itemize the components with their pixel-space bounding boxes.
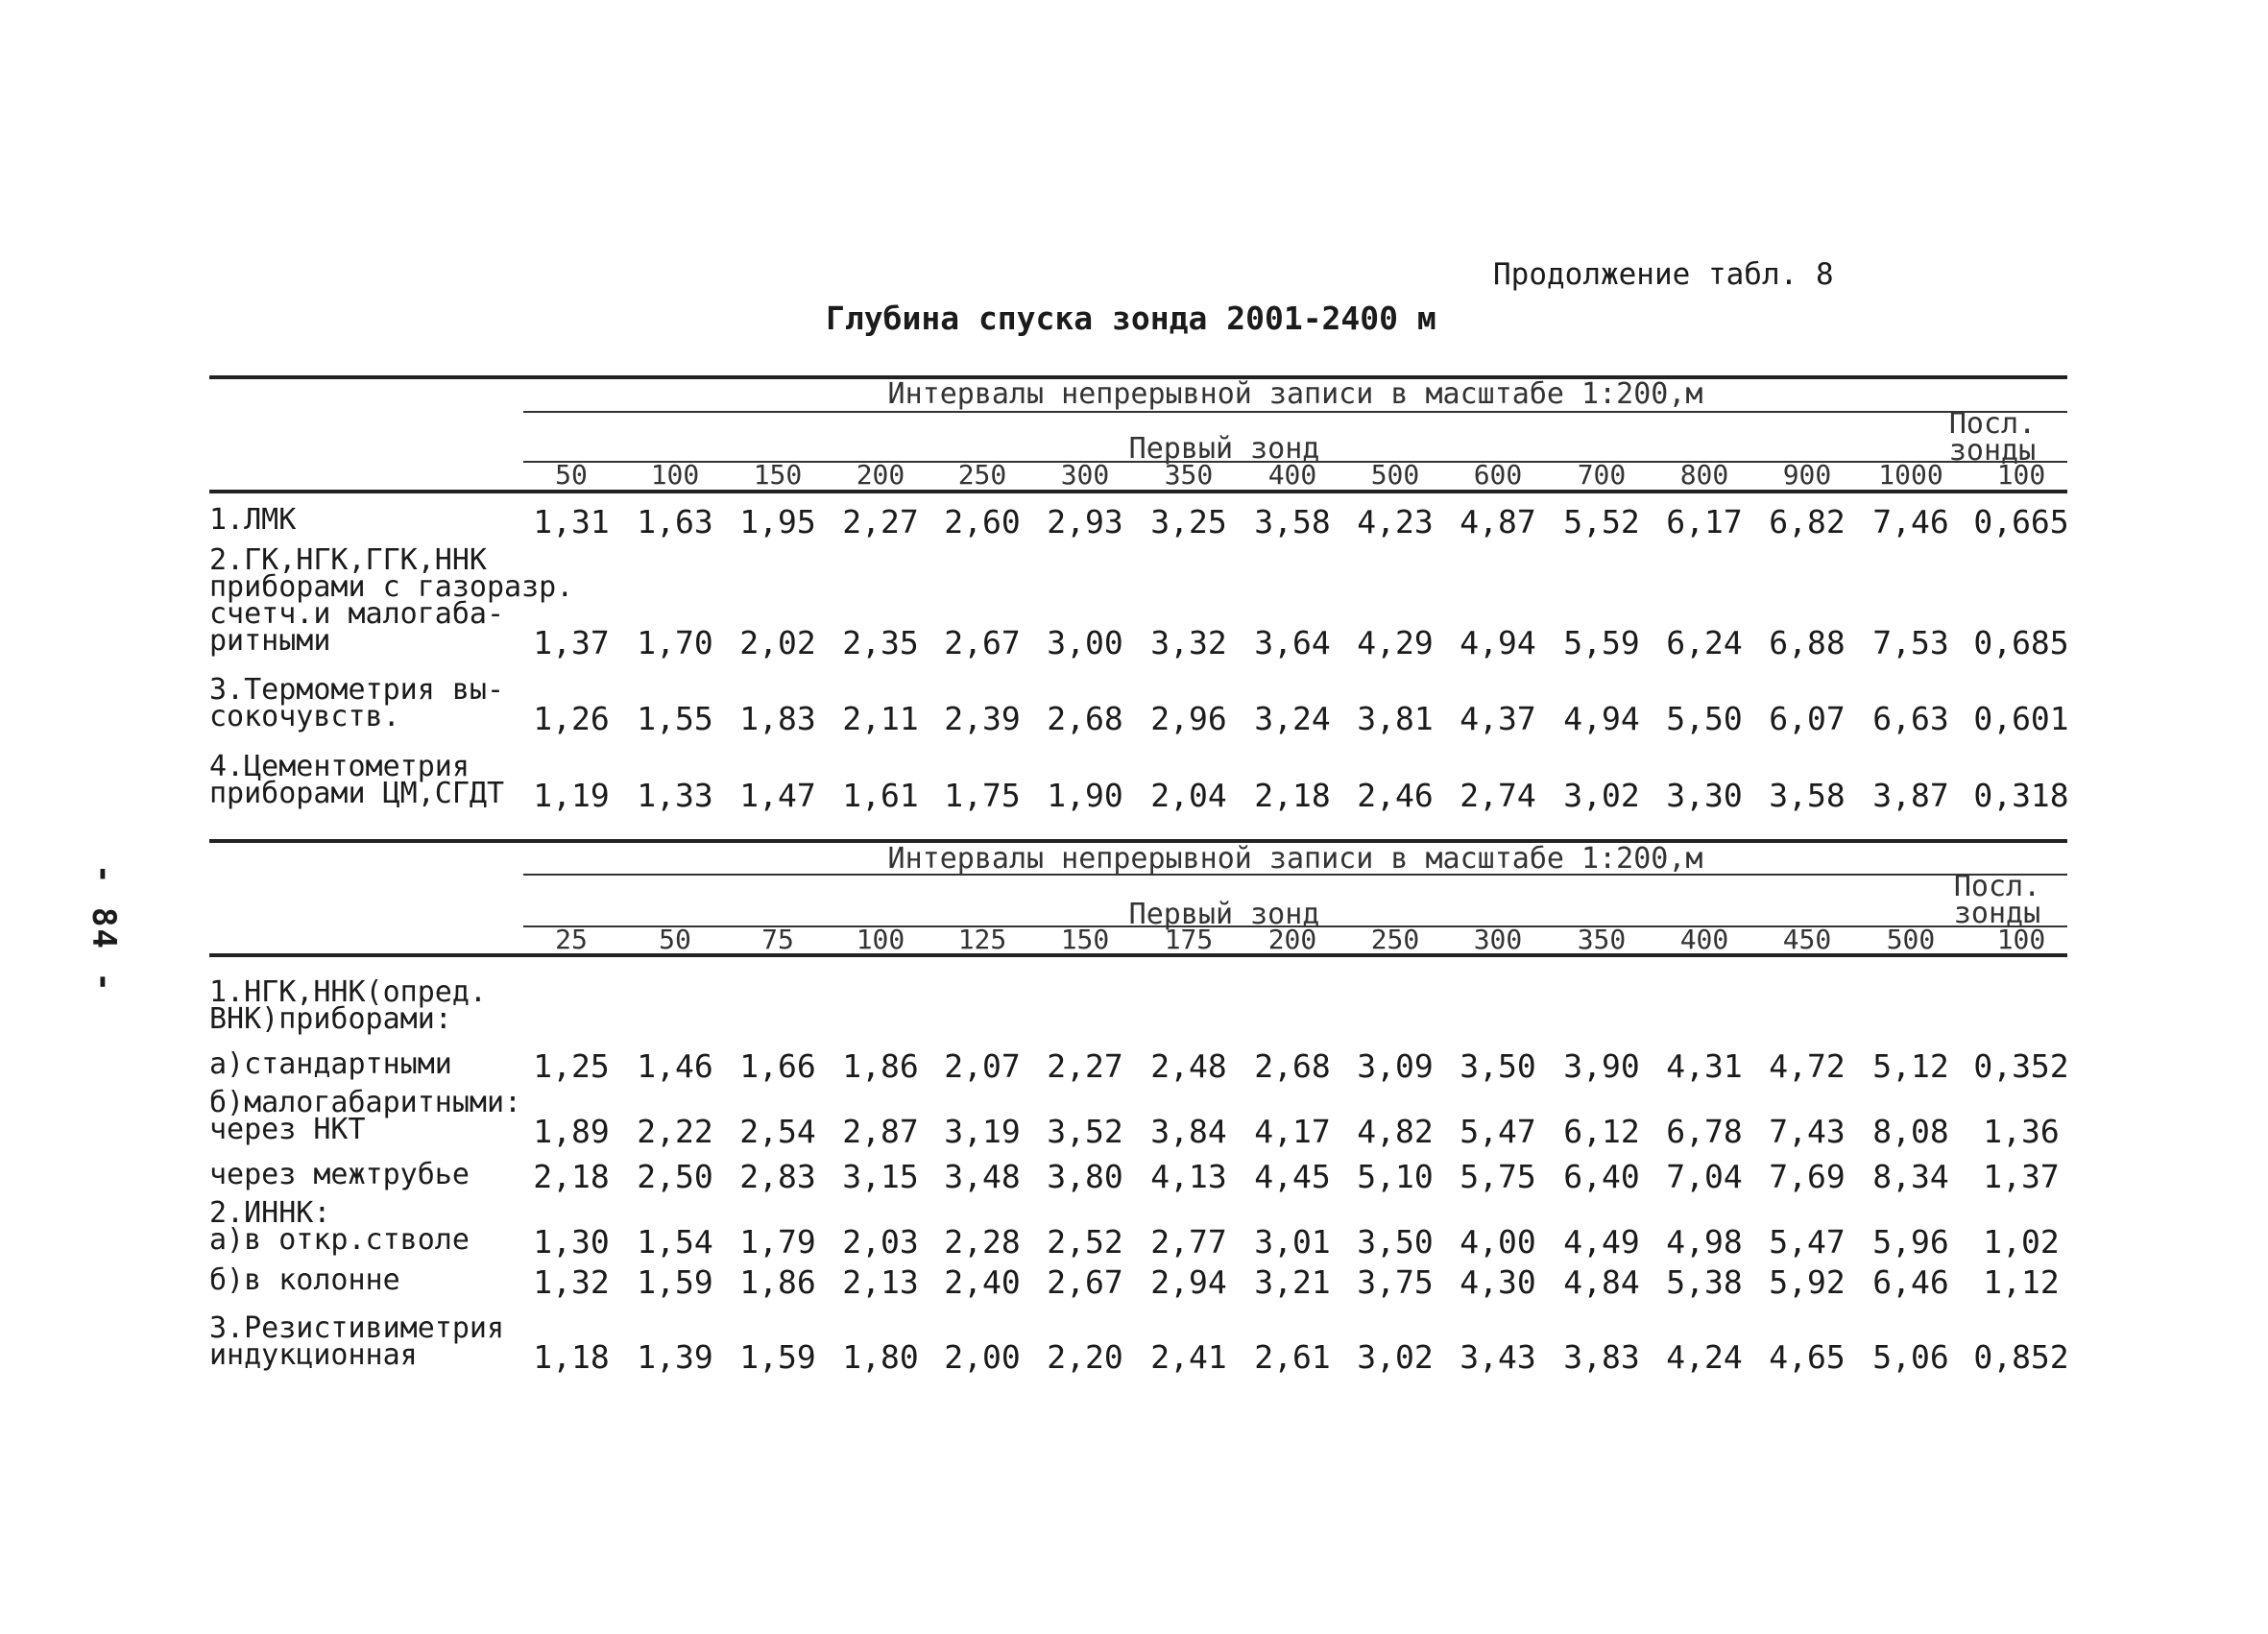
table-cell: 2,18 [1254,777,1331,814]
table-cell: 3,25 [1150,503,1227,541]
column-header: 100 [1996,924,2046,955]
table-cell: 2,35 [842,624,919,661]
table-cell: 4,49 [1563,1223,1640,1261]
table-cell: 1,61 [842,777,919,814]
table-cell: 1,02 [1983,1223,2060,1261]
table-cell: 6,82 [1769,503,1846,541]
table-2-group-rule [523,874,2067,876]
table-cell: 1,31 [533,503,610,541]
table-cell: 1,39 [637,1338,713,1376]
row-label [209,543,574,658]
table-cell: 2,48 [1150,1047,1227,1085]
table-cell: 2,52 [1047,1223,1123,1261]
column-header: 300 [1473,924,1523,955]
table-cell: 3,50 [1460,1047,1536,1085]
column-header: 500 [1886,924,1936,955]
column-header: 400 [1267,459,1317,491]
table-cell: 1,33 [637,777,713,814]
table-cell: 1,79 [739,1223,816,1261]
row-label-line: 1.ЛМК [209,503,297,537]
row-label [209,975,487,1036]
table-cell: 4,00 [1460,1223,1536,1261]
column-header: 450 [1782,924,1832,955]
column-header: 100 [856,924,905,955]
table-2-group-header: Интервалы непрерывной записи в масштабе 1:200,м [887,842,1703,876]
table-cell: 3,58 [1769,777,1846,814]
table-cell: 1,55 [637,700,713,737]
row-label [209,503,297,537]
table-cell: 3,83 [1563,1338,1640,1376]
table-cell: 2,93 [1047,503,1123,541]
table-cell: 8,34 [1872,1158,1949,1195]
table-cell: 3,64 [1254,624,1331,661]
page-number: - 84 - [84,864,123,994]
table-cell: 3,43 [1460,1338,1536,1376]
table-cell: 5,52 [1563,503,1640,541]
table-cell: 4,17 [1254,1113,1331,1150]
table-1-group-rule [523,411,2067,413]
table-cell: 3,80 [1047,1158,1123,1195]
table-cell: 1,80 [842,1338,919,1376]
table-cell: 6,46 [1872,1263,1949,1301]
table-cell: 4,13 [1150,1158,1227,1195]
table-cell: 1,75 [944,777,1021,814]
column-header: 600 [1473,459,1523,491]
table-cell: 2,87 [842,1113,919,1150]
table-cell: 3,21 [1254,1263,1331,1301]
table-cell: 7,69 [1769,1158,1846,1195]
table-cell: 2,39 [944,700,1021,737]
table-cell: 6,12 [1563,1113,1640,1150]
table-cell: 6,78 [1666,1113,1743,1150]
row-label-line: 2.ГК,НГК,ГГК,ННК [209,543,487,577]
table-cell: 2,54 [739,1113,816,1150]
table-cell: 1,59 [637,1263,713,1301]
table-cell: 3,32 [1150,624,1227,661]
table-cell: 4,45 [1254,1158,1331,1195]
table-cell: 2,13 [842,1263,919,1301]
table-cell: 0,665 [1973,503,2069,541]
table-1-group-header: Интервалы непрерывной записи в масштабе 1:200,м [887,377,1703,411]
table-cell: 2,41 [1150,1338,1227,1376]
column-header: 300 [1060,459,1110,491]
column-header: 150 [1060,924,1110,955]
table-cell: 5,96 [1872,1223,1949,1261]
table-2-last-probe-header: Посл. зонды [1953,870,2041,930]
table-cell: 3,00 [1047,624,1123,661]
table-cell: 0,685 [1973,624,2069,661]
table-cell: 1,63 [637,503,713,541]
table-cell: 3,75 [1357,1263,1434,1301]
table-cell: 3,02 [1357,1338,1434,1376]
table-cell: 4,82 [1357,1113,1434,1150]
row-label [209,1158,470,1191]
table-cell: 1,12 [1983,1263,2060,1301]
table-1-header-bottom-rule [209,490,2067,493]
column-header: 150 [753,459,803,491]
row-label-line: сокочувств. [209,700,400,733]
table-cell: 4,87 [1460,503,1536,541]
table-cell: 8,08 [1872,1113,1949,1150]
column-header: 200 [856,459,905,491]
row-label [209,1311,505,1372]
table-cell: 2,77 [1150,1223,1227,1261]
table-cell: 2,74 [1460,777,1536,814]
table-cell: 2,67 [944,624,1021,661]
table-cell: 2,96 [1150,700,1227,737]
table-cell: 4,94 [1563,700,1640,737]
table-cell: 3,48 [944,1158,1021,1195]
column-header: 200 [1267,924,1317,955]
table-cell: 2,50 [637,1158,713,1195]
table-cell: 2,00 [944,1338,1021,1376]
table-cell: 5,59 [1563,624,1640,661]
table-cell: 4,29 [1357,624,1434,661]
table-cell: 3,19 [944,1113,1021,1150]
table-cell: 5,38 [1666,1263,1743,1301]
table-cell: 6,40 [1563,1158,1640,1195]
column-header: 125 [957,924,1007,955]
table-cell: 3,09 [1357,1047,1434,1085]
table-cell: 6,17 [1666,503,1743,541]
table-cell: 3,15 [842,1158,919,1195]
row-label-line: 1.НГК,ННК(опред. [209,975,487,1009]
table-cell: 7,46 [1872,503,1949,541]
row-label-line: а)стандартными [209,1047,452,1081]
column-header: 250 [957,459,1007,491]
table-cell: 5,92 [1769,1263,1846,1301]
table-1-last-probe-header: Посл. зонды [1948,407,2037,468]
table-cell: 1,25 [533,1047,610,1085]
column-header: 75 [761,924,794,955]
table-cell: 4,72 [1769,1047,1846,1085]
table-cell: 3,52 [1047,1113,1123,1150]
table-cell: 4,84 [1563,1263,1640,1301]
table-1-probe-header: Первый зонд [1128,432,1320,466]
table-cell: 6,63 [1872,700,1949,737]
table-cell: 3,50 [1357,1223,1434,1261]
table-cell: 1,66 [739,1047,816,1085]
row-label-line: 4.Цементометрия [209,750,470,783]
table-cell: 3,24 [1254,700,1331,737]
table-cell: 1,26 [533,700,610,737]
page-title: Глубина спуска зонда 2001-2400 м [826,300,1436,337]
table-cell: 3,81 [1357,700,1434,737]
table-cell: 6,07 [1769,700,1846,737]
table-2-header-bottom-rule [209,953,2067,957]
column-header: 700 [1577,459,1627,491]
table-cell: 6,88 [1769,624,1846,661]
table-cell: 1,37 [1983,1158,2060,1195]
column-header: 50 [659,924,691,955]
table-cell: 5,10 [1357,1158,1434,1195]
row-label-line: ритными [209,624,331,658]
row-label-line: ВНК)приборами: [209,1002,452,1036]
table-cell: 2,18 [533,1158,610,1195]
column-header: 25 [555,924,588,955]
table-cell: 0,852 [1973,1338,2069,1376]
row-label-line: 2.ИННК: [209,1196,331,1230]
table-cell: 5,12 [1872,1047,1949,1085]
table-cell: 2,04 [1150,777,1227,814]
row-label-line: 3.Резистивиметрия [209,1311,505,1345]
table-cell: 1,90 [1047,777,1123,814]
table-cell: 2,94 [1150,1263,1227,1301]
table-cell: 1,36 [1983,1113,2060,1150]
table-cell: 3,90 [1563,1047,1640,1085]
table-cell: 3,02 [1563,777,1640,814]
table-cell: 2,40 [944,1263,1021,1301]
table-cell: 4,65 [1769,1338,1846,1376]
column-header: 800 [1679,459,1729,491]
table-cell: 5,06 [1872,1338,1949,1376]
table-cell: 4,98 [1666,1223,1743,1261]
table-cell: 2,28 [944,1223,1021,1261]
table-cell: 3,30 [1666,777,1743,814]
table-cell: 1,86 [842,1047,919,1085]
row-label [209,673,505,733]
table-cell: 5,50 [1666,700,1743,737]
row-label-line: счетч.и малогаба- [209,597,505,631]
table-cell: 0,601 [1973,700,2069,737]
table-cell: 3,01 [1254,1223,1331,1261]
table-cell: 1,86 [739,1263,816,1301]
table-cell: 1,18 [533,1338,610,1376]
column-header: 900 [1782,459,1832,491]
table-cell: 1,95 [739,503,816,541]
row-label-line: индукционная [209,1338,418,1372]
column-header: 350 [1577,924,1627,955]
table-2-probe-header: Первый зонд [1128,898,1320,931]
table-cell: 2,02 [739,624,816,661]
column-header: 100 [650,459,700,491]
row-label [209,1047,452,1081]
table-cell: 5,75 [1460,1158,1536,1195]
table-cell: 2,22 [637,1113,713,1150]
row-label-line: б)малогабаритными: [209,1086,522,1119]
table-cell: 1,70 [637,624,713,661]
table-cell: 2,03 [842,1223,919,1261]
table-cell: 5,47 [1769,1223,1846,1261]
table-cell: 2,46 [1357,777,1434,814]
row-label [209,750,505,810]
table-cell: 1,83 [739,700,816,737]
table-cell: 1,37 [533,624,610,661]
table-cell: 5,47 [1460,1113,1536,1150]
table-cell: 0,352 [1973,1047,2069,1085]
row-label-line: 3.Термометрия вы- [209,673,505,707]
continuation-note: Продолжение табл. 8 [1493,257,1834,292]
row-label-line: приборами ЦМ,СГДТ [209,777,505,810]
table-cell: 7,43 [1769,1113,1846,1150]
table-cell: 1,89 [533,1113,610,1150]
table-cell: 7,53 [1872,624,1949,661]
table-cell: 0,318 [1973,777,2069,814]
table-cell: 4,94 [1460,624,1536,661]
table-cell: 4,23 [1357,503,1434,541]
row-label [209,1086,522,1146]
table-cell: 3,84 [1150,1113,1227,1150]
row-label [209,1196,470,1257]
table-cell: 3,87 [1872,777,1949,814]
column-header: 350 [1164,459,1214,491]
table-cell: 7,04 [1666,1158,1743,1195]
table-cell: 2,67 [1047,1263,1123,1301]
table-cell: 1,47 [739,777,816,814]
table-cell: 3,58 [1254,503,1331,541]
row-label-line: через межтрубье [209,1158,470,1191]
table-cell: 2,68 [1254,1047,1331,1085]
table-cell: 4,37 [1460,700,1536,737]
table-cell: 4,24 [1666,1338,1743,1376]
row-label-line: через НКТ [209,1113,366,1146]
column-header: 400 [1679,924,1729,955]
table-cell: 1,32 [533,1263,610,1301]
table-cell: 6,24 [1666,624,1743,661]
row-label-line: б)в колонне [209,1263,400,1297]
table-cell: 2,27 [842,503,919,541]
row-label [209,1263,400,1297]
table-cell: 1,59 [739,1338,816,1376]
table-cell: 2,27 [1047,1047,1123,1085]
table-cell: 1,46 [637,1047,713,1085]
column-header: 50 [555,459,588,491]
table-cell: 4,30 [1460,1263,1536,1301]
table-cell: 2,07 [944,1047,1021,1085]
table-cell: 2,68 [1047,700,1123,737]
column-header: 100 [1996,459,2046,491]
table-cell: 2,83 [739,1158,816,1195]
table-cell: 2,20 [1047,1338,1123,1376]
table-cell: 2,11 [842,700,919,737]
column-header: 175 [1164,924,1214,955]
table-cell: 1,54 [637,1223,713,1261]
table-cell: 1,19 [533,777,610,814]
table-cell: 2,60 [944,503,1021,541]
row-label-line: приборами с газоразр. [209,570,574,604]
table-cell: 1,30 [533,1223,610,1261]
column-header: 500 [1370,459,1420,491]
table-cell: 2,61 [1254,1338,1331,1376]
column-header: 1000 [1878,459,1943,491]
row-label-line: а)в откр.стволе [209,1223,470,1257]
column-header: 250 [1370,924,1420,955]
table-cell: 4,31 [1666,1047,1743,1085]
